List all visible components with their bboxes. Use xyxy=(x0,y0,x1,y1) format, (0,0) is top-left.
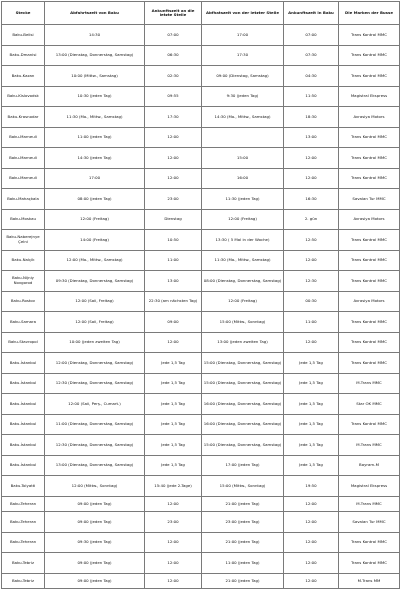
departure-baku-cell: 09:30 (Dienstag, Donnerstag, Samstag) xyxy=(45,271,145,292)
arrival-baku-cell: 18:30 xyxy=(284,107,339,128)
route-cell: Baku-Mahaçkala xyxy=(2,189,45,210)
arrival-baku-cell: Jede 1,5 Tag xyxy=(284,394,339,415)
arrival-baku-cell: 12:00 xyxy=(284,332,339,353)
departure-baku-cell: 10:00 (jeden zweiten Tag) xyxy=(45,332,145,353)
arrival-destination-cell: 12:00 xyxy=(145,532,202,553)
route-cell: Baku-Tebriz xyxy=(2,573,45,589)
bus-company-cell: Trans Kontrol MMC xyxy=(339,168,400,189)
table-row xyxy=(2,394,400,415)
departure-destination-cell: 08:00 (Dienstag, Donnerstag, Samstag) xyxy=(202,271,284,292)
departure-baku-cell: 12:30 (Dienstag, Donnerstag, Samstag) xyxy=(45,373,145,394)
table-row xyxy=(2,45,400,66)
arrival-destination-cell: 02:30 xyxy=(145,66,202,87)
arrival-baku-cell: 07:30 xyxy=(284,45,339,66)
arrival-destination-cell: 12:00 xyxy=(145,148,202,169)
arrival-destination-cell: 09:00 xyxy=(145,312,202,333)
header-arrival-destination: Ankunftszeit an die letzte Stelle xyxy=(145,2,202,25)
departure-baku-cell: 09:30 (jeden Tag) xyxy=(45,532,145,553)
departure-destination-cell: 11:30 (Mo., Mittw., Samstag) xyxy=(202,250,284,271)
arrival-baku-cell: Jede 1,5 Tag xyxy=(284,373,339,394)
departure-destination-cell: 15:00 (Mittw., Sonntag) xyxy=(202,312,284,333)
bus-company-cell: Trans Kontrol MMC xyxy=(339,148,400,169)
table-row xyxy=(2,532,400,553)
route-cell: Baku-İstanbul xyxy=(2,435,45,456)
bus-company-cell: Trans Kontrol MMC xyxy=(339,532,400,553)
departure-baku-cell: 09:00 (jeden Tag) xyxy=(45,512,145,533)
table-row xyxy=(2,230,400,251)
arrival-baku-cell: 16:30 xyxy=(284,189,339,210)
route-cell: Baku-İstanbul xyxy=(2,353,45,374)
departure-baku-cell: 12:00 (Saii, Freitag) xyxy=(45,312,145,333)
table-row xyxy=(2,25,400,46)
route-cell: Baku-İstanbul xyxy=(2,394,45,415)
departure-baku-cell: 10:30 (jeden Tag) xyxy=(45,86,145,107)
arrival-destination-cell: 23:00 xyxy=(145,189,202,210)
departure-destination-cell: 21:00 (jeden Tag) xyxy=(202,496,284,512)
table-row xyxy=(2,414,400,435)
route-cell: Baku-Marneuli xyxy=(2,148,45,169)
table-row xyxy=(2,189,400,210)
table-row xyxy=(2,291,400,312)
departure-baku-cell: 12:00 (Saii, Perş., Cumart.) xyxy=(45,394,145,415)
departure-destination-cell: 11:00 (jeden Tag) xyxy=(202,553,284,574)
arrival-baku-cell: 04:30 xyxy=(284,66,339,87)
table-row xyxy=(2,332,400,353)
table-row xyxy=(2,66,400,87)
bus-company-cell: M.Trans MMC xyxy=(339,496,400,512)
arrival-destination-cell: 15:40 (jede 2-Tage) xyxy=(145,476,202,497)
table-row xyxy=(2,512,400,533)
bus-company-cell: Savalan Tur MMC xyxy=(339,189,400,210)
header-arrival-baku: Ankunftszeit in Baku xyxy=(284,2,339,25)
route-cell: Baku-Nalçik xyxy=(2,250,45,271)
bus-company-cell: Bayram-M xyxy=(339,455,400,476)
bus-company-cell: Trans Kontrol MMC xyxy=(339,127,400,148)
bus-company-cell: Avrasiya Motors xyxy=(339,291,400,312)
bus-company-cell: Magistral Ekspress xyxy=(339,86,400,107)
route-cell: Baku-Teheran xyxy=(2,532,45,553)
route-cell: Baku-Kazan xyxy=(2,66,45,87)
arrival-destination-cell: 22:30 (am nächsten Tag) xyxy=(145,291,202,312)
departure-destination-cell: 15:00 (Dienstag, Donnerstag, Samstag) xyxy=(202,353,284,374)
bus-company-cell: Trans Kontrol MMC xyxy=(339,66,400,87)
table-row xyxy=(2,455,400,476)
bus-company-cell: Magistral Ekspress xyxy=(339,476,400,497)
route-cell: Baku-Nijniy Novgorod xyxy=(2,271,45,292)
route-cell: Baku-Kislovodsk xyxy=(2,86,45,107)
arrival-baku-cell: 12:00 xyxy=(284,148,339,169)
route-cell: Baku-Stavropol xyxy=(2,332,45,353)
route-cell: Baku-Marneuli xyxy=(2,127,45,148)
arrival-destination-cell: 09:55 xyxy=(145,86,202,107)
table-row xyxy=(2,168,400,189)
route-cell: Baku-İstanbul xyxy=(2,414,45,435)
departure-destination-cell: 17:00 (jeden Tag) xyxy=(202,455,284,476)
table-row xyxy=(2,353,400,374)
departure-destination-cell: 15:00 (Dienstag, Donnerstag, Samstag) xyxy=(202,435,284,456)
bus-company-cell: M.Trans MMC xyxy=(339,373,400,394)
route-cell: Baku-İstanbul xyxy=(2,373,45,394)
bus-company-cell: Trans Kontrol MMC xyxy=(339,250,400,271)
arrival-destination-cell: Jede 1,5 Tag xyxy=(145,455,202,476)
departure-baku-cell: 12:30 (Dienstag, Donnerstag, Samstag) xyxy=(45,435,145,456)
arrival-baku-cell: 11:00 xyxy=(284,312,339,333)
arrival-baku-cell: 12:50 xyxy=(284,230,339,251)
arrival-baku-cell: Jede 1,5 Tag xyxy=(284,435,339,456)
departure-baku-cell: 14:30 (jeden Tag) xyxy=(45,148,145,169)
bus-company-cell: Avrasiya Motors xyxy=(339,107,400,128)
header-departure-baku: Abfahrtszeit von Baku xyxy=(45,2,145,25)
arrival-destination-cell: Jede 1,5 Tag xyxy=(145,373,202,394)
route-cell: Baku-Teheran xyxy=(2,496,45,512)
arrival-destination-cell: Dienstag xyxy=(145,209,202,230)
arrival-destination-cell: 17:30 xyxy=(145,107,202,128)
arrival-destination-cell: Jede 1,5 Tag xyxy=(145,414,202,435)
departure-baku-cell: 12:00 (Mo., Mittw., Samstag) xyxy=(45,250,145,271)
departure-destination-cell: 15:00 xyxy=(202,148,284,169)
table-row xyxy=(2,496,400,512)
departure-destination-cell: 17:30 xyxy=(202,45,284,66)
table-row xyxy=(2,148,400,169)
departure-destination-cell: 21:00 (jeden Tag) xyxy=(202,573,284,589)
arrival-destination-cell: Jede 1,5 Tag xyxy=(145,394,202,415)
departure-destination-cell: 9:30 (jeden Tag) xyxy=(202,86,284,107)
table-row xyxy=(2,553,400,574)
departure-baku-cell: 14:30 xyxy=(45,25,145,46)
table-row xyxy=(2,107,400,128)
arrival-destination-cell: 06:30 xyxy=(145,45,202,66)
departure-baku-cell: 09:00 (jeden Tag) xyxy=(45,496,145,512)
departure-baku-cell: 12:00 (Mittw., Sonntag) xyxy=(45,476,145,497)
bus-company-cell: Trans Kontrol MMC xyxy=(339,353,400,374)
arrival-destination-cell: 11:00 xyxy=(145,250,202,271)
table-row xyxy=(2,312,400,333)
table-row xyxy=(2,209,400,230)
route-cell: Baku-Moskau xyxy=(2,209,45,230)
departure-baku-cell: 13:00 (Dienstag, Donnerstag, Samstag) xyxy=(45,455,145,476)
bus-company-cell: M.Trans MM xyxy=(339,573,400,589)
departure-baku-cell: 11:30 (Mo., Mittw., Samstag) xyxy=(45,107,145,128)
departure-baku-cell: 17:00 xyxy=(45,168,145,189)
departure-baku-cell: 09:00 (jeden Tag) xyxy=(45,553,145,574)
arrival-baku-cell: 12:00 xyxy=(284,553,339,574)
departure-destination-cell: 13:30 ( 5 Mal in der Woche) xyxy=(202,230,284,251)
bus-company-cell: Trans Kontrol MMC xyxy=(339,414,400,435)
departure-baku-cell: 11:00 (Dienstag, Donnerstag, Samstag) xyxy=(45,414,145,435)
bus-company-cell: Trans Kontrol MMC xyxy=(339,271,400,292)
arrival-baku-cell: 12:00 xyxy=(284,250,339,271)
departure-destination-cell: 11:30 (jeden Tag) xyxy=(202,189,284,210)
bus-company-cell: M.Trans MMC xyxy=(339,435,400,456)
table-row xyxy=(2,250,400,271)
arrival-baku-cell: 00:30 xyxy=(284,291,339,312)
header-bus-company: Die Marken der Busse xyxy=(339,2,400,25)
arrival-destination-cell: 12:00 xyxy=(145,553,202,574)
departure-destination-cell: 09:00 (Dienstag, Samstag) xyxy=(202,66,284,87)
departure-destination-cell: 16:00 (Dienstag, Donnerstag, Samstag) xyxy=(202,394,284,415)
departure-destination-cell: 15:00 (Dienstag, Donnerstag, Samstag) xyxy=(202,373,284,394)
arrival-destination-cell: 13:00 xyxy=(145,271,202,292)
table-row xyxy=(2,373,400,394)
schedule-container xyxy=(1,1,399,589)
arrival-baku-cell: 13:00 xyxy=(284,127,339,148)
route-cell: Baku-Krasnodar xyxy=(2,107,45,128)
bus-company-cell: Star OK MMC xyxy=(339,394,400,415)
table-row xyxy=(2,476,400,497)
arrival-destination-cell: Jede 1,5 Tag xyxy=(145,353,202,374)
bus-company-cell: Trans Kontrol MMC xyxy=(339,332,400,353)
arrival-baku-cell: 12:00 xyxy=(284,573,339,589)
table-row xyxy=(2,271,400,292)
route-cell: Baku-Rostov xyxy=(2,291,45,312)
departure-destination-cell xyxy=(202,127,284,148)
bus-company-cell: Avrasiya Motors xyxy=(339,209,400,230)
arrival-baku-cell: 12:00 xyxy=(284,512,339,533)
arrival-destination-cell: 07:00 xyxy=(145,25,202,46)
departure-baku-cell: 10:00 (Mittw., Samstag) xyxy=(45,66,145,87)
bus-company-cell: Trans Kontrol MMC xyxy=(339,45,400,66)
arrival-baku-cell: Jede 1,5 Tag xyxy=(284,455,339,476)
arrival-baku-cell: 07:00 xyxy=(284,25,339,46)
departure-destination-cell: 16:00 xyxy=(202,168,284,189)
route-cell: Baku-İstanbul xyxy=(2,455,45,476)
departure-destination-cell: 21:00 (jeden Tag) xyxy=(202,532,284,553)
departure-baku-cell: 12:00 (Saii, Freitag) xyxy=(45,291,145,312)
bus-company-cell: Trans Kontrol MMC xyxy=(339,312,400,333)
arrival-baku-cell: 11:50 xyxy=(284,86,339,107)
table-row xyxy=(2,127,400,148)
departure-baku-cell: 09:00 (jeden Tag) xyxy=(45,573,145,589)
arrival-destination-cell: 12:00 xyxy=(145,168,202,189)
arrival-baku-cell: 12:00 xyxy=(284,496,339,512)
bus-company-cell: Trans Kontrol MMC xyxy=(339,230,400,251)
header-departure-destination: Abfhatszeit von der letzter Stelle xyxy=(202,2,284,25)
departure-destination-cell: 23:00 (jeden Tag) xyxy=(202,512,284,533)
departure-destination-cell: 12:00 (Freitag) xyxy=(202,291,284,312)
route-cell: Baku-Marneuli xyxy=(2,168,45,189)
departure-baku-cell: 08:00 (jeden Tag) xyxy=(45,189,145,210)
arrival-destination-cell: 23:00 xyxy=(145,512,202,533)
departure-destination-cell: 16:00 (Dienstag, Donnerstag, Samstag) xyxy=(202,414,284,435)
arrival-destination-cell: 12:00 xyxy=(145,573,202,589)
arrival-baku-cell: 12:00 xyxy=(284,168,339,189)
table-header-row xyxy=(2,2,400,25)
route-cell: Baku-Tebriz xyxy=(2,553,45,574)
table-body xyxy=(2,25,400,589)
departure-baku-cell: 14:00 (Freitag) xyxy=(45,230,145,251)
table-row xyxy=(2,86,400,107)
departure-destination-cell: 14:30 (Mo., Mittw., Samstag) xyxy=(202,107,284,128)
departure-destination-cell: 17:00 xyxy=(202,25,284,46)
arrival-baku-cell: Jede 1,5 Tag xyxy=(284,414,339,435)
route-cell: Baku-Belisi xyxy=(2,25,45,46)
departure-baku-cell: 13:00 (Dienstag, Donnerstag, Samstag) xyxy=(45,45,145,66)
header-route: Stecke xyxy=(2,2,45,25)
route-cell: Baku-Naberejnye Çelni xyxy=(2,230,45,251)
bus-company-cell: Trans Kontrol MMC xyxy=(339,553,400,574)
table-row xyxy=(2,435,400,456)
arrival-baku-cell: 12:30 xyxy=(284,271,339,292)
bus-schedule-table xyxy=(1,1,400,589)
route-cell: Baku-Dmanisi xyxy=(2,45,45,66)
bus-company-cell: Savalan Tur MMC xyxy=(339,512,400,533)
route-cell: Baku-Tolyatti xyxy=(2,476,45,497)
arrival-destination-cell: 12:00 xyxy=(145,496,202,512)
arrival-destination-cell: 10:50 xyxy=(145,230,202,251)
route-cell: Baku-Samara xyxy=(2,312,45,333)
bus-company-cell: Trans Kontrol MMC xyxy=(339,25,400,46)
departure-baku-cell: 12:00 (Freitag) xyxy=(45,209,145,230)
route-cell: Baku-Teheran xyxy=(2,512,45,533)
departure-destination-cell: 15:00 (Mittw., Sonntag) xyxy=(202,476,284,497)
arrival-destination-cell: 12:00 xyxy=(145,127,202,148)
arrival-destination-cell: 12:00 xyxy=(145,332,202,353)
arrival-destination-cell: Jede 1,5 Tag xyxy=(145,435,202,456)
arrival-baku-cell: 19:50 xyxy=(284,476,339,497)
arrival-baku-cell: 12:00 xyxy=(284,532,339,553)
departure-baku-cell: 12:00 (Dienstag, Donnerstag, Samstag) xyxy=(45,353,145,374)
departure-destination-cell: 13:00 (jeden zweiten Tag) xyxy=(202,332,284,353)
departure-baku-cell: 11:00 (jeden Tag) xyxy=(45,127,145,148)
arrival-baku-cell: Jede 1,5 Tag xyxy=(284,353,339,374)
arrival-baku-cell: 2. gün xyxy=(284,209,339,230)
table-row xyxy=(2,573,400,589)
departure-destination-cell: 12:00 (Freitag) xyxy=(202,209,284,230)
